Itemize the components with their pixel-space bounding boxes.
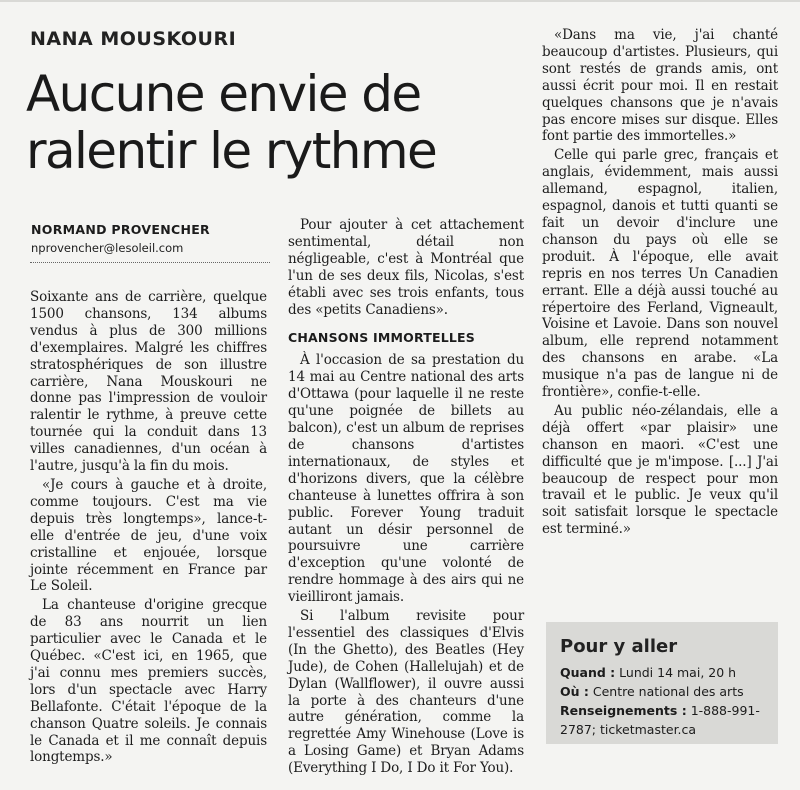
info-where-label: Où : (560, 684, 589, 699)
paragraph-9: Au public néo-zélandais, elle a déjà offert «par plaisir» une chanson en maori. «C'est une difficulté que je m'impose. [...] J'ai beaucoup de respect pour mon travail et le public. Je veux qu'il soit satisfait lorsque le spectacle est terminé.» (542, 402, 778, 538)
paragraph-8: Celle qui parle grec, français et anglais, évidemment, mais aussi allemand, espagnol, italien, espagnol, danois et tutti quanti se fait un devoir d'inclure une chanson du pays où elle se produit. À l'époque, elle avait repris en nos terres Un Canadien errant. Elle a déjà aussi touché au répertoire des Ferland, Vigneault, Voisine et Lavoie. Dans son nouvel album, elle reprend notamment des chansons en arabe. «La musique n'a pas de langue ni de frontière», confie-t-elle. (542, 147, 778, 401)
page-edge (0, 0, 800, 2)
info-contact-label: Renseignements : (560, 703, 687, 718)
paragraph-1: Soixante ans de carrière, quelque 1500 chansons, 134 albums vendus à plus de 300 millions d'exemplaires. Malgré les chiffres stratosphériques de son illustre carrière, Nana Mouskouri ne donne pas l'impression de vouloir ralentir le rythme, à preuve cette tournée qui la conduit dans 13 villes canadiennes, d'un océan à l'autre, jusqu'à la fin du mois. (30, 289, 267, 475)
info-when (560, 663, 772, 682)
article-headline: Aucune envie de ralentir le rythme (26, 65, 437, 180)
info-where-value: Centre national des arts (592, 684, 744, 699)
paragraph-4: Pour ajouter à cet attachement sentimental, détail non négligeable, c'est à Montréal que l'un de ses deux fils, Nicolas, s'est établi avec ses trois enfants, tous des «petits Canadiens». (288, 217, 524, 318)
paragraph-2: «Je cours à gauche et à droite, comme toujours. C'est ma vie depuis très longtemps», lance-t-elle d'entrée de jeu, d'une voix cristalline et enjouée, lorsque jointe récemment en France par Le Soleil. (30, 476, 267, 595)
paragraph-7: «Dans ma vie, j'ai chanté beaucoup d'artistes. Plusieurs, qui sont restés de grands amis, ont aussi écrit pour moi. Il en restait quelques chansons que je n'avais pas encore mises sur disque. Elles font partie des immortelles.» (542, 27, 778, 145)
author-email: nprovencher@lesoleil.com (31, 241, 184, 255)
section-subhead: CHANSONS IMMORTELLES (288, 330, 475, 346)
info-box-title: Pour y aller (560, 636, 678, 657)
article-kicker: NANA MOUSKOURI (30, 28, 237, 50)
info-where (560, 682, 772, 701)
byline-divider (30, 262, 270, 263)
column-3 (542, 27, 778, 538)
paragraph-5: À l'occasion de sa prestation du 14 mai au Centre national des arts d'Ottawa (pour laquelle il ne reste qu'une poignée de billets au balcon), c'est un album de reprises de chansons d'artistes internationaux, de styles et d'horizons divers, que la célèbre chanteuse à lunettes offrira à son public. Forever Young traduit autant un désir personnel de poursuivre une carrière d'exception qu'une volonté de rendre hommage à des airs qui ne vieilliront jamais. (288, 352, 524, 606)
info-contact-value: 1-888-991-2787; ticketmaster.ca (560, 703, 760, 737)
column-2 (288, 217, 524, 777)
info-box-body (560, 663, 772, 739)
info-when-label: Quand : (560, 665, 616, 680)
column-1 (30, 289, 267, 766)
info-box (546, 622, 778, 744)
info-contact (560, 701, 772, 739)
paragraph-3: La chanteuse d'origine grecque de 83 ans nourrit un lien particulier avec le Canada et le Québec. «C'est ici, en 1965, que j'ai connu mes premiers succès, lors d'un spectacle avec Harry Bellafonte. C'était l'époque de la chanson Quatre soleils. Je connais le Canada et il me connaît depuis longtemps.» (30, 597, 267, 766)
paragraph-6: Si l'album revisite pour l'essentiel des classiques d'Elvis (In the Ghetto), des Beatles (Hey Jude), de Cohen (Hallelujah) et de Dylan (Wallflower), il ouvre aussi la porte à des chanteurs d'une autre génération, comme la regrettée Amy Winehouse (Love is a Losing Game) et Bryan Adams (Everything I Do, I Do it For You). (288, 608, 524, 777)
info-when-value: Lundi 14 mai, 20 h (619, 665, 737, 680)
article-byline: NORMAND PROVENCHER (31, 222, 210, 237)
